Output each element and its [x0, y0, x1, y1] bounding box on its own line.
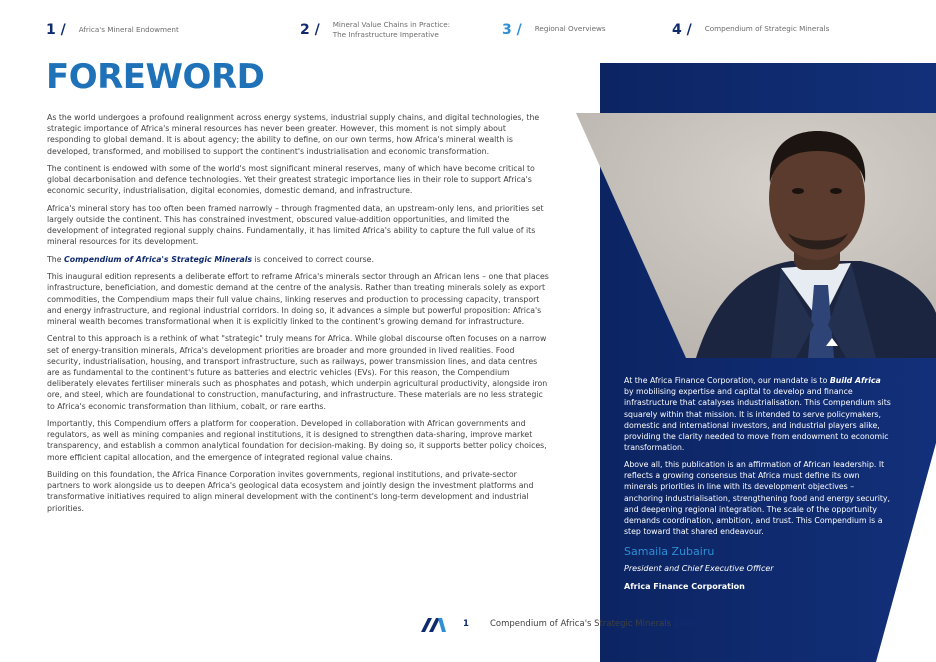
nav-label: Regional Overviews [534, 24, 606, 33]
compendium-title: Compendium of Africa's Strategic Minerals [63, 254, 253, 264]
nav-number: 3 / [502, 22, 522, 38]
paragraph: Central to this approach is a rethink of what "strategic" truly means for Africa. While global discourse often focuses on a narrow set of energy-transition minerals, Africa's development priorities are broader and more grounded in lived realities. Food security, industrialisation, housing, and transport infrastructure, such as railways, power transmission lines, and data centres are as fundamental to the continent's future as batteries and electric vehicles (EVs). For this reason, the Compendium deliberately elevates fertiliser minerals such as phosphates and potash, which underpin agricultural productivity, alongside iron ore, and steel, which are foundational to construction, manufacturing, and infrastructure. These materials are no less strategic to Africa's economic transformation than lithium, cobalt, or rare earths. [47, 334, 548, 411]
page-number: 1 [463, 619, 469, 629]
nav-label: Africa's Mineral Endowment [78, 25, 179, 34]
paragraph: As the world undergoes a profound realignment across energy systems, industrial supply chains, and digital technologies, the strategic importance of Africa's mineral resources has never been greater. However, this moment is not simply about responding to global demand. It is about agency; the ability to define, on our own terms, how Africa's mineral wealth is developed, transformed, and mobilised to support the continent's industrialisation and economic transformation. [47, 113, 540, 156]
paragraph: Importantly, this Compendium offers a platform for cooperation. Developed in collaboration with African governments and regulators, as well as mining companies and regional institutions, it is designed to strengthen data-sharing, improve market transparency, and establish a common analytical foundation for decision-making. By doing so, it supports better policy choices, more efficient capital allocation, and the emergence of integrated regional value chains. [47, 419, 547, 462]
footer-year: 2026 [673, 619, 698, 629]
nav-label: Mineral Value Chains in Practice: The Infrastructure Imperative [332, 20, 451, 39]
paragraph: Above all, this publication is an affirmation of African leadership. It reflects a growing consensus that Africa must define its own minerals priorities in line with its development objectives – anchoring industrialisation, strengthening food and energy security, and deepening regional integration. The scale of the opportunity demands coordination, ambition, and trust. This Compendium is a step toward that shared endeavour. [624, 459, 891, 537]
footer-title: Compendium of Africa's Strategic Minerals 2026 [490, 619, 698, 629]
foreword-body [47, 112, 550, 520]
nav-item-2[interactable] [300, 20, 450, 40]
paragraph: Building on this foundation, the Africa Finance Corporation invites governments, regional institutions, and private-sector partners to work alongside us to deepen Africa's geological data ecosystem and jointly design the investment platforms and transformative initiatives required to align mineral development with the continent's long-term development and industrial priorities. [47, 470, 534, 513]
page-title: FOREWORD [46, 57, 265, 97]
nav-item-4[interactable] [672, 20, 829, 40]
afc-logo-icon [421, 617, 447, 633]
signatory-name: Samaila Zubairu [624, 545, 715, 558]
paragraph: The Compendium of Africa's Strategic Minerals is conceived to correct course. [47, 254, 374, 264]
ceo-message [624, 375, 892, 543]
signatory-role: President and Chief Executive Officer [624, 564, 774, 573]
signatory-org: Africa Finance Corporation [624, 582, 745, 591]
nav-item-1[interactable] [46, 20, 179, 40]
paragraph: Africa's mineral story has too often been framed narrowly – through fragmented data, an upstream-only lens, and priorities set largely outside the continent. This has constrained investment, obscured value-addition opportunities, and limited the development of integrated regional supply chains. Fundamentally, it has limited Africa's ability to capture the full value of its mineral resources for its development. [47, 203, 544, 247]
paragraph: At the Africa Finance Corporation, our mandate is to Build Africa by mobilising expertise and capital to develop and finance infrastructure that catalyses industrialisation. This Compendium sits squarely within that mission. It is intended to serve policymakers, domestic and international investors, and industrial players alike, providing the clarity needed to move from endowment to economic transformation. [624, 376, 891, 453]
paragraph: The continent is endowed with some of the world's most significant mineral reserves, many of which have become critical to global decarbonisation and defence technologies. Yet their greatest strategic importance lies in their role to support Africa's economic security, industrialisation, digital economies, domestic demand, and infrastructure. [47, 164, 535, 196]
mandate-emphasis: Build Africa [829, 376, 881, 385]
nav-label: Compendium of Strategic Minerals [704, 24, 830, 33]
paragraph: This inaugural edition represents a deliberate effort to reframe Africa's minerals sector through an African lens – one that places infrastructure, beneficiation, and domestic demand at the centre of the analysis. Rather than treating minerals solely as export commodities, the Compendium maps their full value chains, linking reserves and production to processing capacity, transport and energy infrastructure, and regional industrial corridors. In doing so, it advances a simple but powerful proposition: Africa's mineral wealth becomes transformational when it is explicitly linked to the continent's growing demand for infrastructure. [47, 272, 549, 326]
nav-number: 4 / [672, 22, 692, 38]
nav-number: 2 / [300, 22, 320, 38]
nav-number: 1 / [46, 22, 66, 38]
nav-item-3[interactable] [502, 20, 606, 40]
